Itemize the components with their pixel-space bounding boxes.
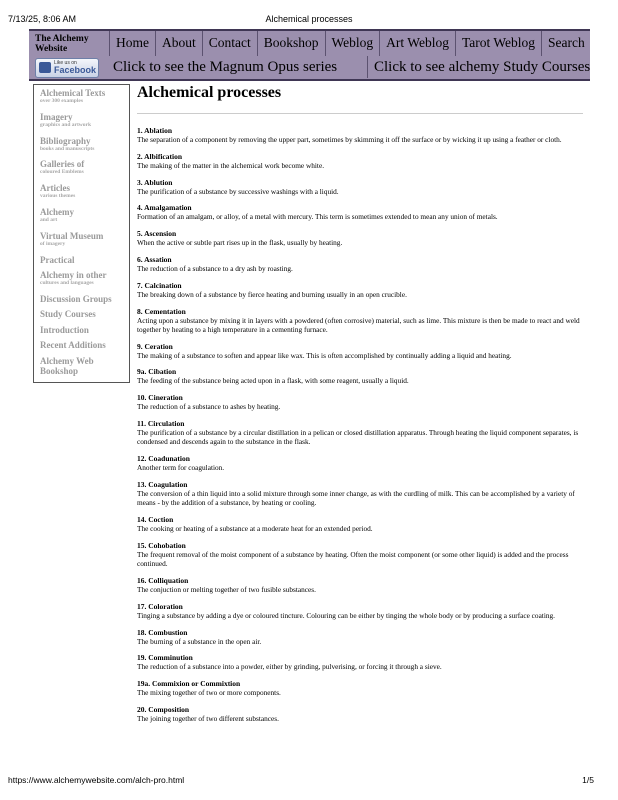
nav-home-link[interactable]: Home [109, 31, 155, 56]
sidebar-item-label: Introduction [40, 325, 89, 335]
process-entry [137, 152, 587, 170]
process-entry [137, 454, 587, 472]
sidebar-item-label: Discussion Groups [40, 294, 112, 304]
print-title: Alchemical processes [265, 14, 353, 24]
sidebar-item-other-cultures[interactable] [40, 270, 128, 286]
process-entry [137, 419, 587, 447]
facebook-logo-text: Facebook [54, 65, 97, 75]
process-term: 6. Assation [137, 254, 172, 264]
process-definition: The reduction of a substance to ashes by heating. [137, 402, 281, 412]
process-term: 8. Cementation [137, 306, 186, 316]
process-definition: The conversion of a thin liquid into a solid mixture through some inner change, as with the curdling of milk. This can be accomplished by a variety of means - by the addition of a substance, by heating or cooling. [137, 488, 575, 508]
site-logo[interactable]: The Alchemy Website [35, 34, 89, 54]
sidebar-item-sublabel: graphics and artwork [40, 122, 92, 128]
process-list [137, 126, 587, 731]
process-definition: Tinging a substance by adding a dye or coloured tincture. Colouring can be either by tinging the whole body or by producing a surface coating. [137, 610, 555, 620]
process-definition: The breaking down of a substance by fierce heating and burning usually in an open crucible. [137, 289, 407, 299]
sidebar-item-introduction[interactable] [40, 325, 128, 335]
process-definition: The making of the matter in the alchemical work become white. [137, 160, 325, 170]
process-entry [137, 229, 587, 247]
sidebar-item-virtual-museum[interactable] [40, 231, 128, 247]
magnum-opus-link[interactable]: Click to see the Magnum Opus series [113, 59, 338, 75]
process-definition: The reduction of a substance into a powder, either by grinding, pulverising, or forcing it through a sieve. [137, 662, 442, 672]
process-definition: The mixing together of two or more components. [137, 688, 281, 698]
sidebar-item-sublabel: various themes [40, 193, 76, 199]
process-term: 16. Colliquation [137, 575, 189, 585]
sidebar-item-study-courses[interactable] [40, 309, 128, 319]
process-definition: The conjuction or melting together of two fusible substances. [137, 584, 316, 594]
process-term: 11. Circulation [137, 419, 185, 429]
process-entry [137, 602, 587, 620]
process-term: 1. Ablation [137, 126, 173, 135]
process-entry [137, 255, 587, 273]
process-entry [137, 307, 587, 335]
process-definition: The making of a substance to soften and appear like wax. This is often accomplished by continually adding a liquid and heating. [137, 350, 512, 360]
print-page-number: 1/5 [582, 775, 594, 785]
process-term: 13. Coagulation [137, 479, 188, 489]
process-entry [137, 653, 587, 671]
process-definition: Formation of an amalgam, or alloy, of a metal with mercury. This term is sometimes extended to mean any union of metals. [137, 212, 498, 222]
process-term: 20. Composition [137, 704, 190, 714]
process-term: 12. Coadunation [137, 454, 190, 464]
process-entry [137, 203, 587, 221]
sidebar-item-label: Imagery [40, 112, 73, 122]
process-term: 18. Combustion [137, 627, 188, 637]
process-definition: The separation of a component by removing the upper part, sometimes by skimming it off the surface or by wicking it up using a feather or cloth. [137, 135, 562, 144]
process-definition: The reduction of a substance to a dry ash by roasting. [137, 263, 293, 273]
process-term: 4. Amalgamation [137, 203, 192, 213]
process-entry [137, 628, 587, 646]
process-term: 19a. Commixion or Commixtion [137, 679, 241, 689]
process-term: 9. Ceration [137, 341, 173, 351]
nav-about-link[interactable]: About [155, 31, 202, 56]
process-term: 3. Ablution [137, 177, 173, 187]
sidebar-item-label: Recent Additions [40, 340, 106, 350]
sidebar-item-label: Virtual Museum [40, 231, 104, 241]
process-entry [137, 480, 587, 508]
promo-bar [29, 56, 590, 81]
sidebar-item-label: Practical [40, 255, 75, 265]
sidebar-item-label: Bibliography [40, 136, 91, 146]
sidebar-item-sublabel: books and manuscripts [40, 146, 95, 152]
process-definition: The feeding of the substance being acted upon in a flask, with some reagent, usually a liquid. [137, 376, 409, 386]
sidebar-item-label: Articles [40, 183, 70, 193]
process-entry [137, 281, 587, 299]
sidebar-item-recent-additions[interactable] [40, 340, 128, 350]
process-entry [137, 126, 587, 144]
process-definition: Another term for coagulation. [137, 463, 225, 473]
nav-bookshop-link[interactable]: Bookshop [257, 31, 325, 56]
print-url: https://www.alchemywebsite.com/alch-pro.html [8, 775, 185, 785]
title-divider [137, 113, 583, 114]
process-definition: The cooking or heating of a substance at a moderate heat for an extended period. [137, 524, 373, 534]
facebook-like-text: Like us on [54, 60, 77, 66]
sidebar-item-label: Alchemy Web Bookshop [40, 356, 94, 376]
sidebar-item-sublabel: and art [40, 217, 58, 223]
process-term: 2. Albification [137, 151, 183, 161]
process-entry [137, 679, 587, 697]
sidebar-item-label: Alchemy in other [40, 270, 107, 280]
process-definition: The purification of a substance by successive washings with a liquid. [137, 186, 339, 196]
process-term: 19. Comminution [137, 653, 193, 663]
process-term: 15. Cohobation [137, 540, 186, 550]
top-navigation-bar [29, 29, 590, 57]
facebook-like-button[interactable] [35, 58, 99, 78]
nav-contact-link[interactable]: Contact [202, 31, 257, 56]
nav-search-link[interactable]: Search [541, 31, 590, 56]
process-entry [137, 393, 587, 411]
process-entry [137, 178, 587, 196]
sidebar-item-discussion-groups[interactable] [40, 294, 128, 304]
sidebar-item-sublabel: of imagery [40, 241, 66, 247]
sidebar-nav [33, 84, 130, 383]
process-entry [137, 515, 587, 533]
sidebar-item-galleries[interactable] [40, 159, 128, 175]
sidebar-item-label: Study Courses [40, 309, 96, 319]
sidebar-item-label: Alchemical Texts [40, 88, 106, 98]
process-term: 14. Coction [137, 515, 174, 525]
nav-weblog-link[interactable]: Weblog [325, 31, 380, 56]
page-title: Alchemical processes [137, 84, 282, 101]
sidebar-item-sublabel: cultures and languages [40, 280, 94, 286]
sidebar-item-bookshop[interactable] [40, 356, 128, 376]
sidebar-item-imagery[interactable] [40, 112, 128, 128]
sidebar-item-label: Galleries of [40, 159, 85, 169]
sidebar-item-sublabel: coloured Emblems [40, 169, 84, 175]
process-entry [137, 576, 587, 594]
thumbs-up-icon [39, 62, 51, 73]
sidebar-item-practical[interactable] [40, 255, 128, 265]
print-footer [0, 775, 618, 787]
process-term: 17. Coloration [137, 601, 183, 611]
process-entry [137, 705, 587, 723]
nav-art-weblog-link[interactable]: Art Weblog [379, 31, 455, 56]
study-courses-link[interactable]: Click to see alchemy Study Courses [367, 56, 590, 78]
nav-tarot-weblog-link[interactable]: Tarot Weblog [455, 31, 541, 56]
process-entry [137, 342, 587, 360]
process-definition: The burning of a substance in the open air. [137, 636, 262, 646]
process-term: 7. Calcination [137, 280, 182, 290]
sidebar-item-alchemy-and-art[interactable] [40, 207, 128, 223]
process-entry [137, 541, 587, 569]
sidebar-item-alchemical-texts[interactable] [40, 88, 128, 104]
print-date: 7/13/25, 8:06 AM [8, 14, 77, 24]
process-definition: Acting upon a substance by mixing it in layers with a powdered (often corrosive) material, such as lime. This mixture is then be made to react and weld together by heating to a high temperature in a cementing furnace. [137, 315, 580, 334]
process-term: 5. Ascension [137, 229, 177, 239]
process-definition: The purification of a substance by a circular distillation in a pelican or closed distillation apparatus. Through heating the liquid component separates, is condensed and descends again to the substance in the flask. [137, 428, 579, 447]
process-definition: The frequent removal of the moist component of a substance by heating. Often the moist component (or some other liquid) is added and the process continued. [137, 549, 569, 569]
sidebar-item-bibliography[interactable] [40, 136, 128, 152]
print-header [0, 14, 618, 26]
process-entry [137, 367, 587, 385]
process-definition: The joining together of two different substances. [137, 713, 279, 723]
process-definition: When the active or subtle part rises up in the flask, usually by heating. [137, 238, 343, 248]
sidebar-item-sublabel: over 300 examples [40, 98, 83, 104]
sidebar-item-label: Alchemy [40, 207, 74, 217]
nav-menu [109, 31, 590, 56]
process-term: 9a. Cibation [137, 367, 177, 377]
sidebar-item-articles[interactable] [40, 183, 128, 199]
process-term: 10. Cineration [137, 393, 183, 403]
